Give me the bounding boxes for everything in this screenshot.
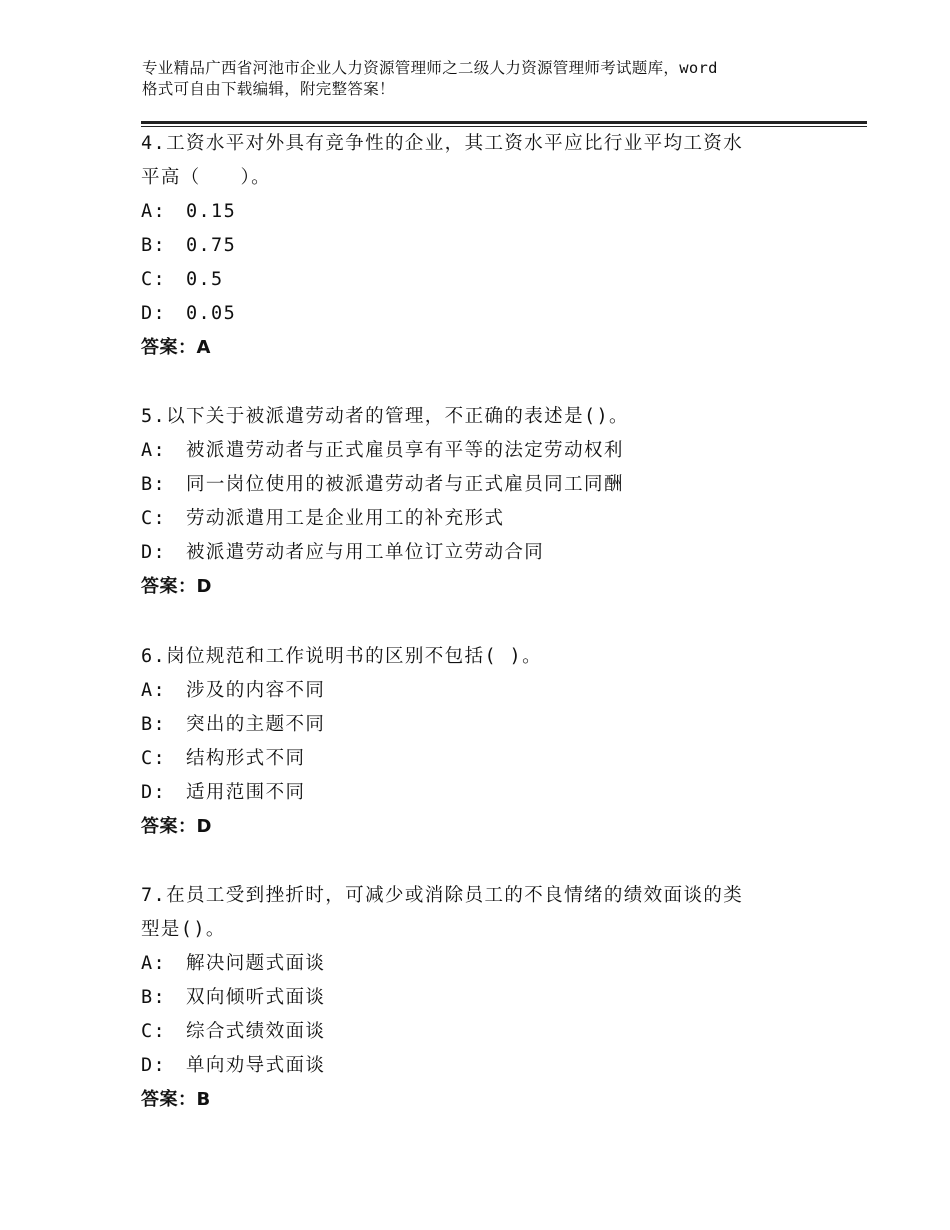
- question-stem-line: 4.工资水平对外具有竞争性的企业，其工资水平应比行业平均工资水: [141, 133, 744, 154]
- option-b: B: 突出的主题不同: [141, 714, 326, 735]
- option-d: D: 适用范围不同: [141, 782, 306, 803]
- question-stem-line: 6.岗位规范和工作说明书的区别不包括( )。: [141, 646, 542, 667]
- option-c: C: 0.5: [141, 269, 224, 290]
- answer: 答案：D: [141, 816, 212, 837]
- option-d: D: 被派遣劳动者应与用工单位订立劳动合同: [141, 542, 545, 563]
- answer: 答案：D: [141, 576, 212, 597]
- option-c: C: 综合式绩效面谈: [141, 1021, 326, 1042]
- option-c: C: 劳动派遣用工是企业用工的补充形式: [141, 508, 505, 529]
- option-c: C: 结构形式不同: [141, 748, 306, 769]
- question-stem-line: 5.以下关于被派遣劳动者的管理，不正确的表述是()。: [141, 406, 629, 427]
- question-5: [141, 400, 821, 604]
- option-b: B: 0.75: [141, 235, 237, 256]
- question-stem-line: 型是()。: [141, 919, 226, 940]
- option-a: A: 涉及的内容不同: [141, 680, 326, 701]
- answer: 答案：B: [141, 1089, 211, 1110]
- question-stem-line: 7.在员工受到挫折时，可减少或消除员工的不良情绪的绩效面谈的类: [141, 885, 744, 906]
- option-b: B: 双向倾听式面谈: [141, 987, 326, 1008]
- option-b: B: 同一岗位使用的被派遣劳动者与正式雇员同工同酬: [141, 474, 624, 495]
- header-divider-thick: [141, 121, 867, 124]
- answer: 答案：A: [141, 337, 211, 358]
- option-d: D: 单向劝导式面谈: [141, 1055, 326, 1076]
- header-line-1: 专业精品广西省河池市企业人力资源管理师之二级人力资源管理师考试题库，word: [142, 59, 718, 77]
- question-7: [141, 879, 821, 1117]
- option-a: A: 0.15: [141, 201, 237, 222]
- question-6: [141, 640, 821, 844]
- header-line-2: 格式可自由下载编辑，附完整答案！: [142, 80, 395, 98]
- document-header: [142, 58, 842, 100]
- question-stem-line: 平高（ ）。: [141, 167, 272, 188]
- option-a: A: 解决问题式面谈: [141, 953, 326, 974]
- question-4: [141, 127, 821, 365]
- option-a: A: 被派遣劳动者与正式雇员享有平等的法定劳动权利: [141, 440, 624, 461]
- option-d: D: 0.05: [141, 303, 237, 324]
